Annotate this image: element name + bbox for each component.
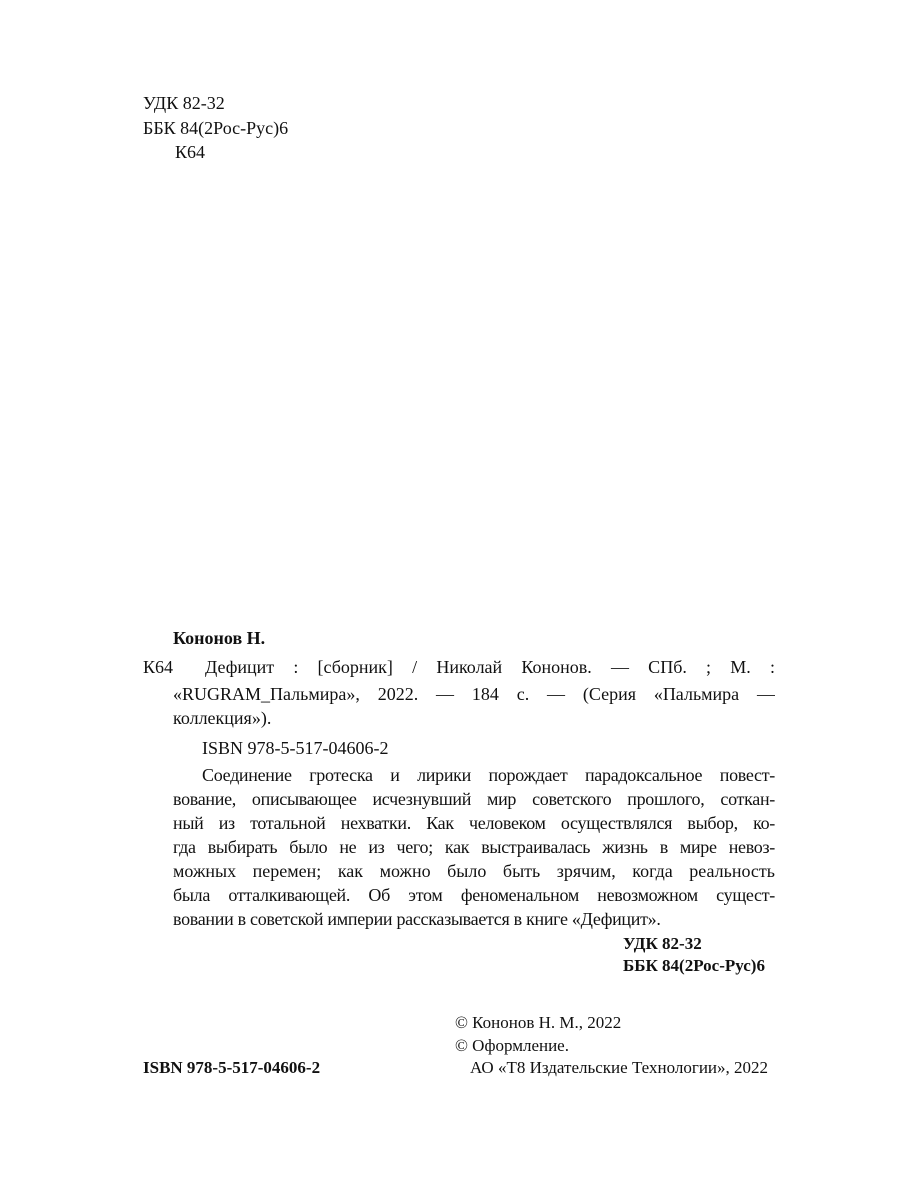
copyright-author: © Кононов Н. М., 2022 <box>455 1013 622 1032</box>
annotation-line: была отталкивающей. Об этом феноменальном невозможном сущест- <box>173 885 775 905</box>
annotation-line: Соединение гротеска и лирики порождает парадоксальное повест- <box>202 765 775 785</box>
udk-code-top: УДК 82-32 <box>143 93 225 113</box>
description-line: Дефицит : [сборник] / Николай Кононов. — СПб. ; М. : <box>205 657 775 677</box>
description-line: коллекция»). <box>173 708 272 728</box>
annotation-line: гда выбирать было не из чего; как выстраивалась жизнь в мире невоз- <box>173 837 775 857</box>
bbk-code-top: ББК 84(2Рос-Рус)6 <box>143 118 289 138</box>
annotation-line: можных перемен; как можно было быть зрячим, когда реальность <box>173 861 775 881</box>
author-heading: Кононов Н. <box>173 628 266 648</box>
copyright-publisher: АО «Т8 Издательские Технологии», 2022 <box>470 1058 769 1077</box>
description-line: «RUGRAM_Пальмира», 2022. — 184 с. — (Серия «Пальмира — <box>173 684 775 704</box>
bbk-code-bottom: ББК 84(2Рос-Рус)6 <box>623 956 765 975</box>
annotation-line: вовании в советской империи рассказывается в книге «Дефицит». <box>173 909 661 929</box>
author-mark-top: К64 <box>175 142 206 162</box>
annotation-line: вование, описывающее исчезнувший мир советского прошлого, соткан- <box>173 789 775 809</box>
author-mark: К64 <box>143 657 174 677</box>
udk-code-bottom: УДК 82-32 <box>623 934 702 953</box>
copyright-design: © Оформление. <box>455 1036 569 1055</box>
isbn: ISBN 978-5-517-04606-2 <box>202 738 389 758</box>
annotation-line: ный из тотальной нехватки. Как человеком осуществлялся выбор, ко- <box>173 813 775 833</box>
isbn-bottom: ISBN 978-5-517-04606-2 <box>143 1058 321 1077</box>
